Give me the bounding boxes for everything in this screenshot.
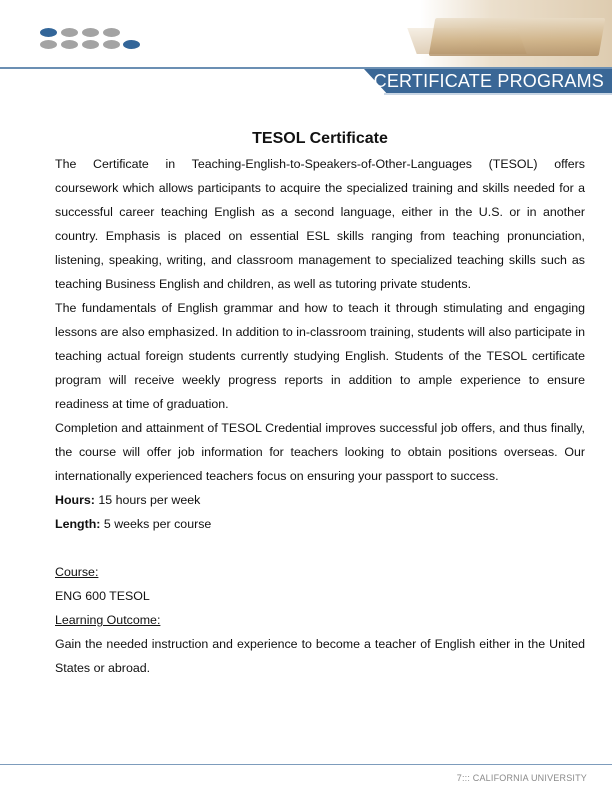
banner-shadow <box>384 93 612 95</box>
length-value: 5 weeks per course <box>100 517 212 531</box>
paragraph-fundamentals: The fundamentals of English grammar and how to teach it through stimulating and engaging lessons are also emphasized. In addition to in-classroom training, students will also participate in teaching actual foreign students currently studying English. Students of the TESOL certificate program will receive weekly progress reports in addition to ample experience to ensure readiness at time of graduation. <box>55 301 585 411</box>
length-line <box>55 512 585 536</box>
page-header <box>0 0 612 100</box>
footer-text: 7::: CALIFORNIA UNIVERSITY <box>456 773 587 783</box>
course-label: Course: <box>55 565 99 579</box>
hours-value: 15 hours per week <box>94 493 201 507</box>
learning-outcome-value: Gain the needed instruction and experience to become a teacher of English either in the United States or abroad. <box>55 637 585 675</box>
spacer <box>55 536 585 560</box>
hours-label: Hours: <box>55 493 95 507</box>
book-spine-shape <box>429 18 606 56</box>
header-rule <box>0 67 612 69</box>
course-value: ENG 600 TESOL <box>55 589 150 603</box>
hours-line <box>55 488 585 512</box>
footer-rule <box>0 764 612 765</box>
document-title: TESOL Certificate <box>252 130 388 147</box>
paragraph-intro: The Certificate in Teaching-English-to-Speakers-of-Other-Languages (TESOL) offers coursework which allows participants to acquire the specialized training and skills needed for a successful career teaching English as a second language, either in the U.S. or in another country. Emphasis is placed on essential ESL skills ranging from teaching pronunciation, listening, speaking, writing, and classroom management to specialized teaching skills such as teaching Business English and children, as well as tutoring private students. <box>55 157 585 291</box>
paragraph-completion: Completion and attainment of TESOL Credential improves successful job offers, and thus finally, the course will offer job information for teachers looking to obtain positions overseas. Our internationally experienced teachers focus on ensuring your passport to success. <box>55 421 585 483</box>
header-book-image <box>372 0 612 68</box>
learning-outcome-label: Learning Outcome: <box>55 613 161 627</box>
section-banner-label: CERTIFICATE PROGRAMS <box>373 71 604 91</box>
length-label: Length: <box>55 517 101 531</box>
document-body <box>55 128 585 680</box>
